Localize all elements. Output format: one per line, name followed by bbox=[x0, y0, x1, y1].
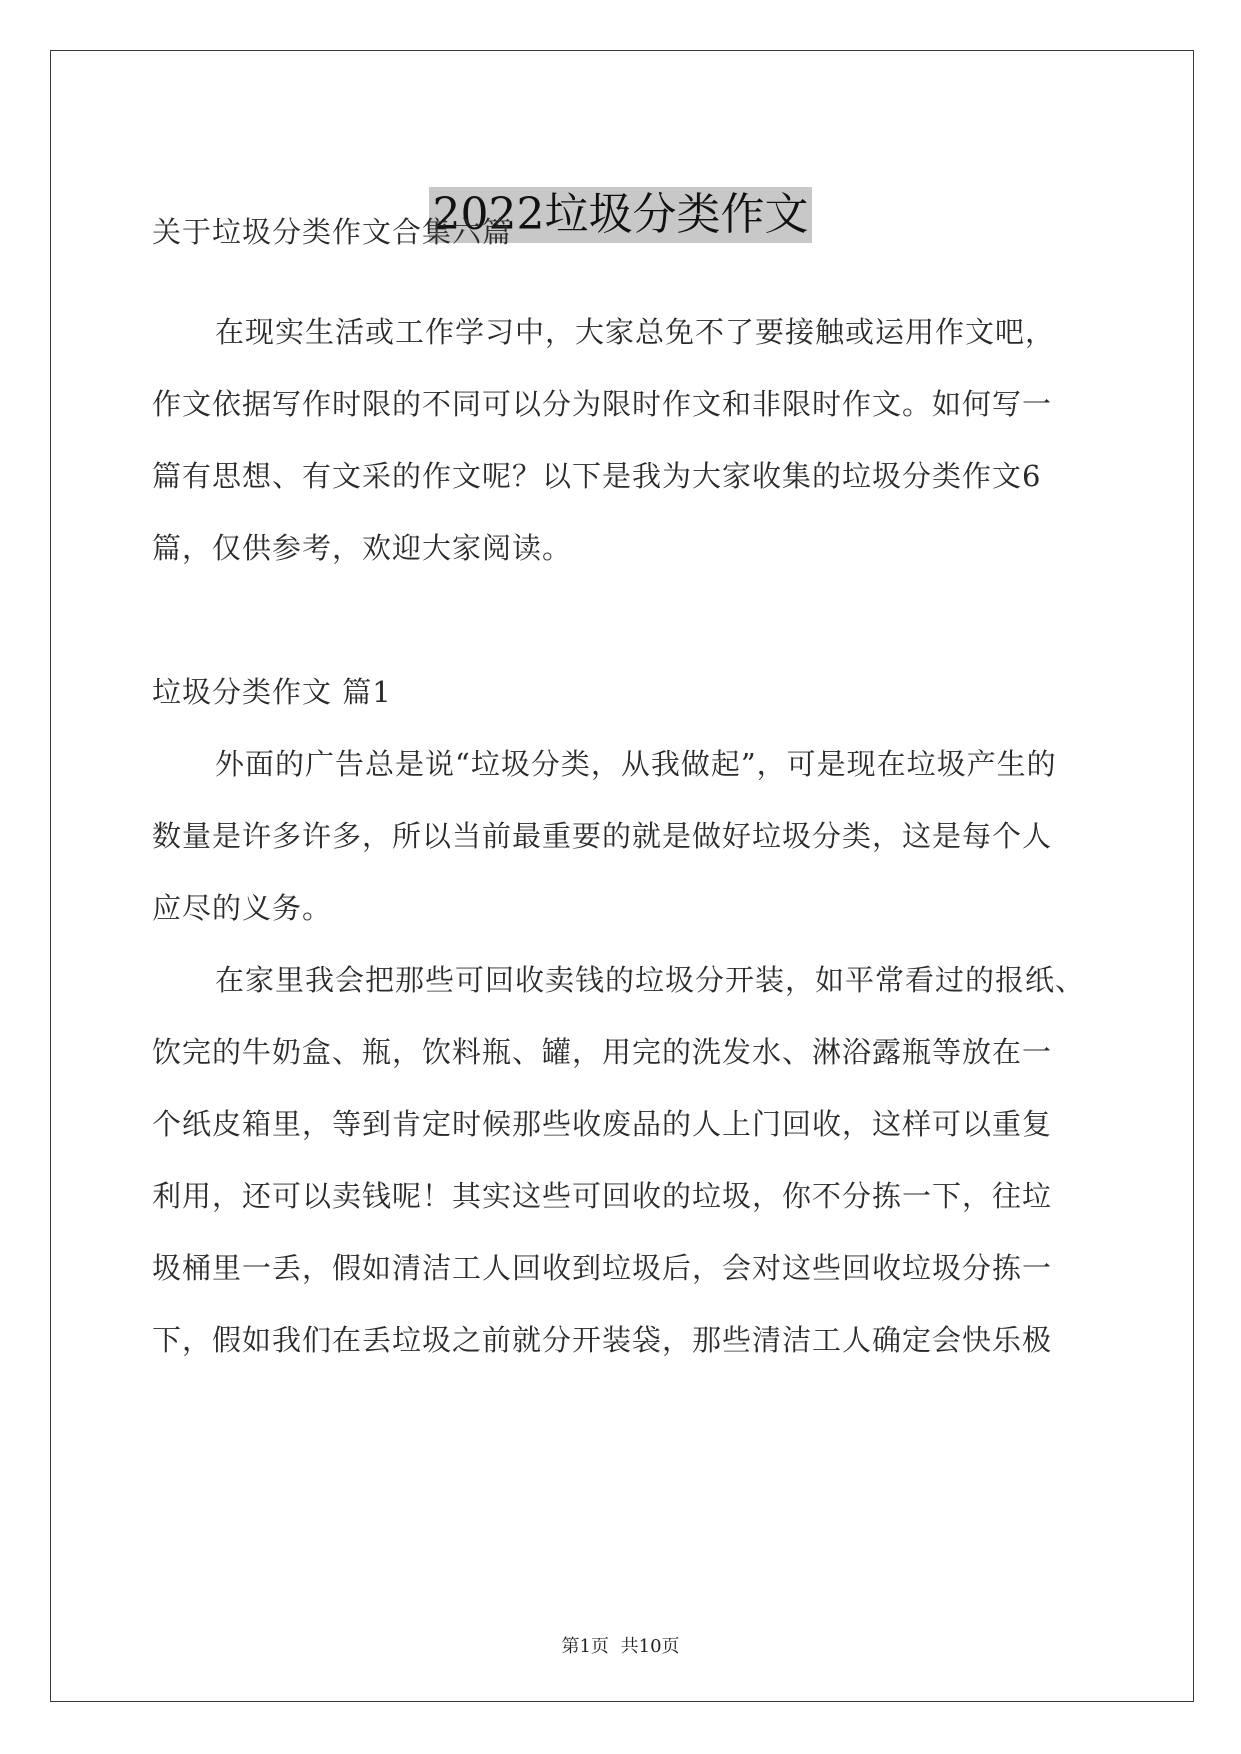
para1-line-2: 数量是许多许多，所以当前最重要的就是做好垃圾分类，这是每个人 bbox=[152, 819, 1053, 853]
para2-line-1: 在家里我会把那些可回收卖钱的垃圾分开装，如平常看过的报纸、 bbox=[215, 963, 1086, 997]
page-total: 共10页 bbox=[620, 1636, 680, 1657]
section-heading: 垃圾分类作文 篇1 bbox=[152, 675, 392, 709]
page-number: 第1页 bbox=[561, 1636, 609, 1657]
document-title: 2022垃圾分类作文 bbox=[429, 187, 813, 243]
para2-line-5: 圾桶里一丢，假如清洁工人回收到垃圾后，会对这些回收垃圾分拣一 bbox=[152, 1251, 1053, 1285]
para2-line-2: 饮完的牛奶盒、瓶，饮料瓶、罐，用完的洗发水、淋浴露瓶等放在一 bbox=[152, 1035, 1053, 1069]
para2-line-6: 下，假如我们在丢垃圾之前就分开装袋，那些清洁工人确定会快乐极 bbox=[152, 1323, 1053, 1357]
para1-line-3: 应尽的义务。 bbox=[152, 891, 333, 925]
document-subtitle: 关于垃圾分类作文合集六篇 bbox=[152, 215, 513, 249]
para2-line-3: 个纸皮箱里，等到肯定时候那些收废品的人上门回收，这样可以重复 bbox=[152, 1107, 1053, 1141]
intro-line-3: 篇有思想、有文采的作文呢？以下是我为大家收集的垃圾分类作文6 bbox=[152, 459, 1042, 493]
page-footer bbox=[0, 1632, 1241, 1658]
intro-line-2: 作文依据写作时限的不同可以分为限时作文和非限时作文。如何写一 bbox=[152, 387, 1053, 421]
para1-line-1: 外面的广告总是说“垃圾分类，从我做起”，可是现在垃圾产生的 bbox=[215, 747, 1057, 781]
intro-line-4: 篇，仅供参考，欢迎大家阅读。 bbox=[152, 531, 573, 565]
page-border bbox=[50, 50, 1194, 1702]
para2-line-4: 利用，还可以卖钱呢！其实这些可回收的垃圾，你不分拣一下，往垃 bbox=[152, 1179, 1053, 1213]
intro-line-1: 在现实生活或工作学习中，大家总免不了要接触或运用作文吧， bbox=[215, 315, 1056, 349]
